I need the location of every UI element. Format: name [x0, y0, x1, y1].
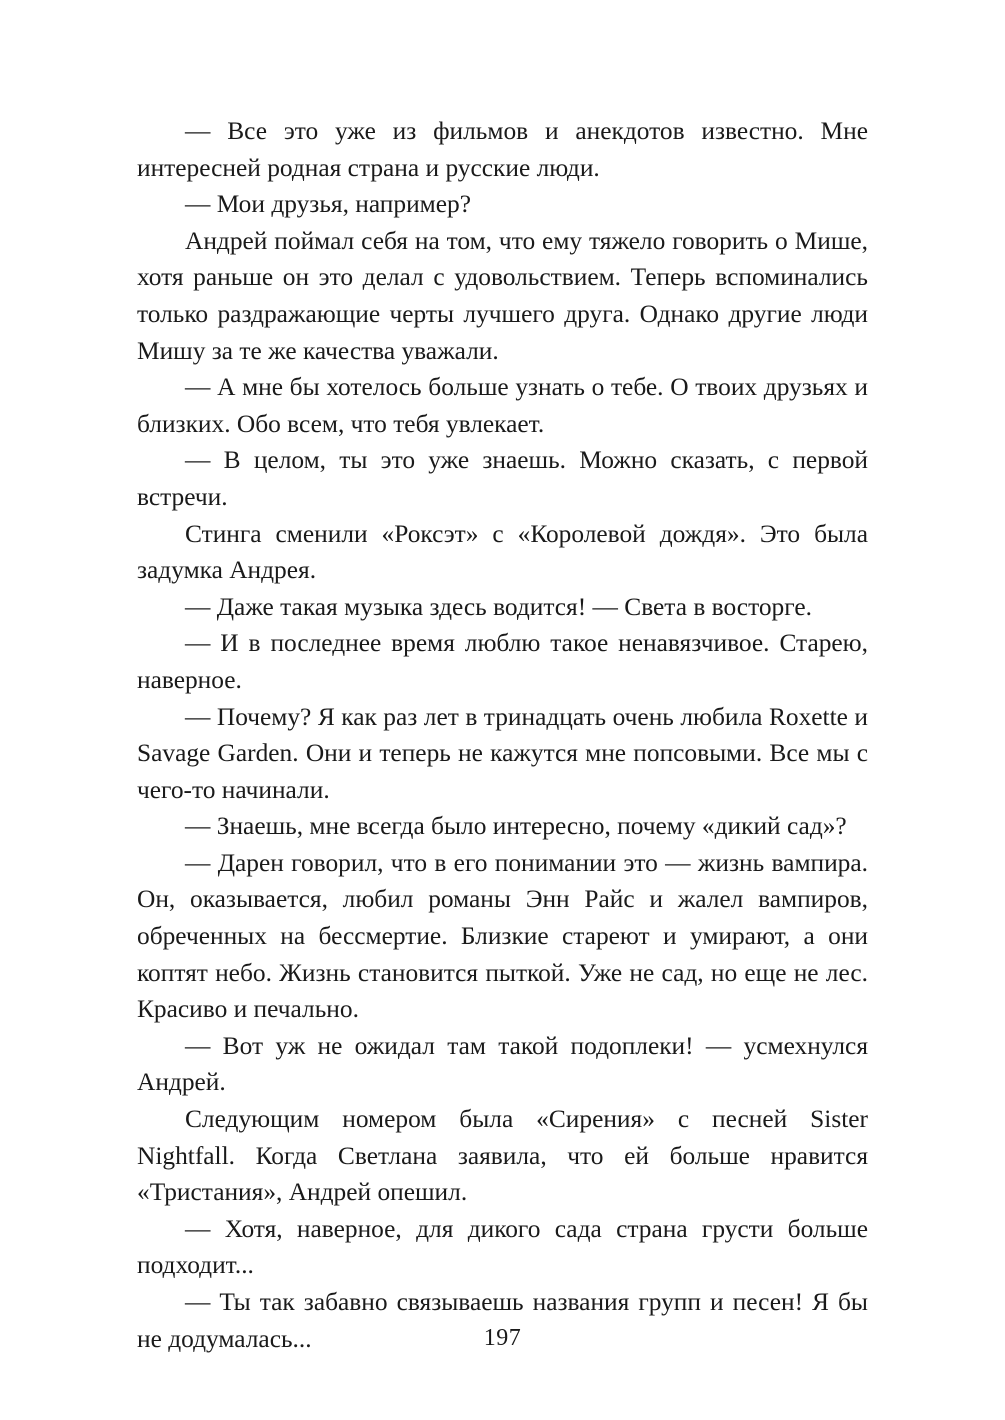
body-text-column: [137, 113, 868, 1357]
paragraph: — Хотя, наверное, для дикого сада страна грусти больше подходит...: [137, 1214, 868, 1280]
paragraph: Стинга сменили «Роксэт» с «Королевой дождя». Это была задумка Андрея.: [137, 519, 868, 585]
paragraph: — Ты так забавно связываешь названия групп и песен! Я бы не додумалась...: [137, 1288, 868, 1353]
paragraph: — Все это уже из фильмов и анекдотов известно. Мне интересней родная страна и русские люди.: [137, 117, 868, 182]
paragraph: — Даже такая музыка здесь водится! — Света в восторге.: [185, 592, 812, 621]
paragraph: — Дарен говорил, что в его понимании это — жизнь вампира. Он, оказывается, любил романы Энн Райс и жалел вампиров, обреченных на бессмертие. Близкие стареют и умирают, а они коптят небо. Жизнь становится пыткой. Уже не сад, но еще не лес. Красиво и печально.: [137, 848, 868, 1024]
paragraph: — Мои друзья, например?: [185, 190, 471, 219]
page-number: 197: [483, 1325, 522, 1351]
paragraph: Андрей поймал себя на том, что ему тяжело говорить о Мише, хотя раньше он это делал с удовольствием. Теперь вспоминались только раздражающие черты лучшего друга. Однако другие люди Мишу за те же качества уважали.: [137, 226, 868, 365]
paragraph: — Знаешь, мне всегда было интересно, почему «дикий сад»?: [185, 812, 847, 841]
paragraph: — В целом, ты это уже знаешь. Можно сказать, с первой встречи.: [137, 446, 868, 511]
paragraph: — Почему? Я как раз лет в тринадцать очень любила Roxette и Savage Garden. Они и теперь не кажутся мне попсовыми. Все мы с чего-то начинали.: [137, 702, 868, 804]
paragraph: — Вот уж не ожидал там такой подоплеки! — усмехнулся Андрей.: [137, 1031, 868, 1097]
paragraph: Следующим номером была «Сирения» с песней Sister Nightfall. Когда Светлана заявила, что ей больше нравится «Тристания», Андрей опешил.: [137, 1105, 868, 1207]
paragraph: — И в последнее время люблю такое ненавязчивое. Старею, наверное.: [137, 629, 868, 694]
paragraph: — А мне бы хотелось больше узнать о тебе. О твоих друзьях и близких. Обо всем, что тебя увлекает.: [137, 373, 868, 438]
